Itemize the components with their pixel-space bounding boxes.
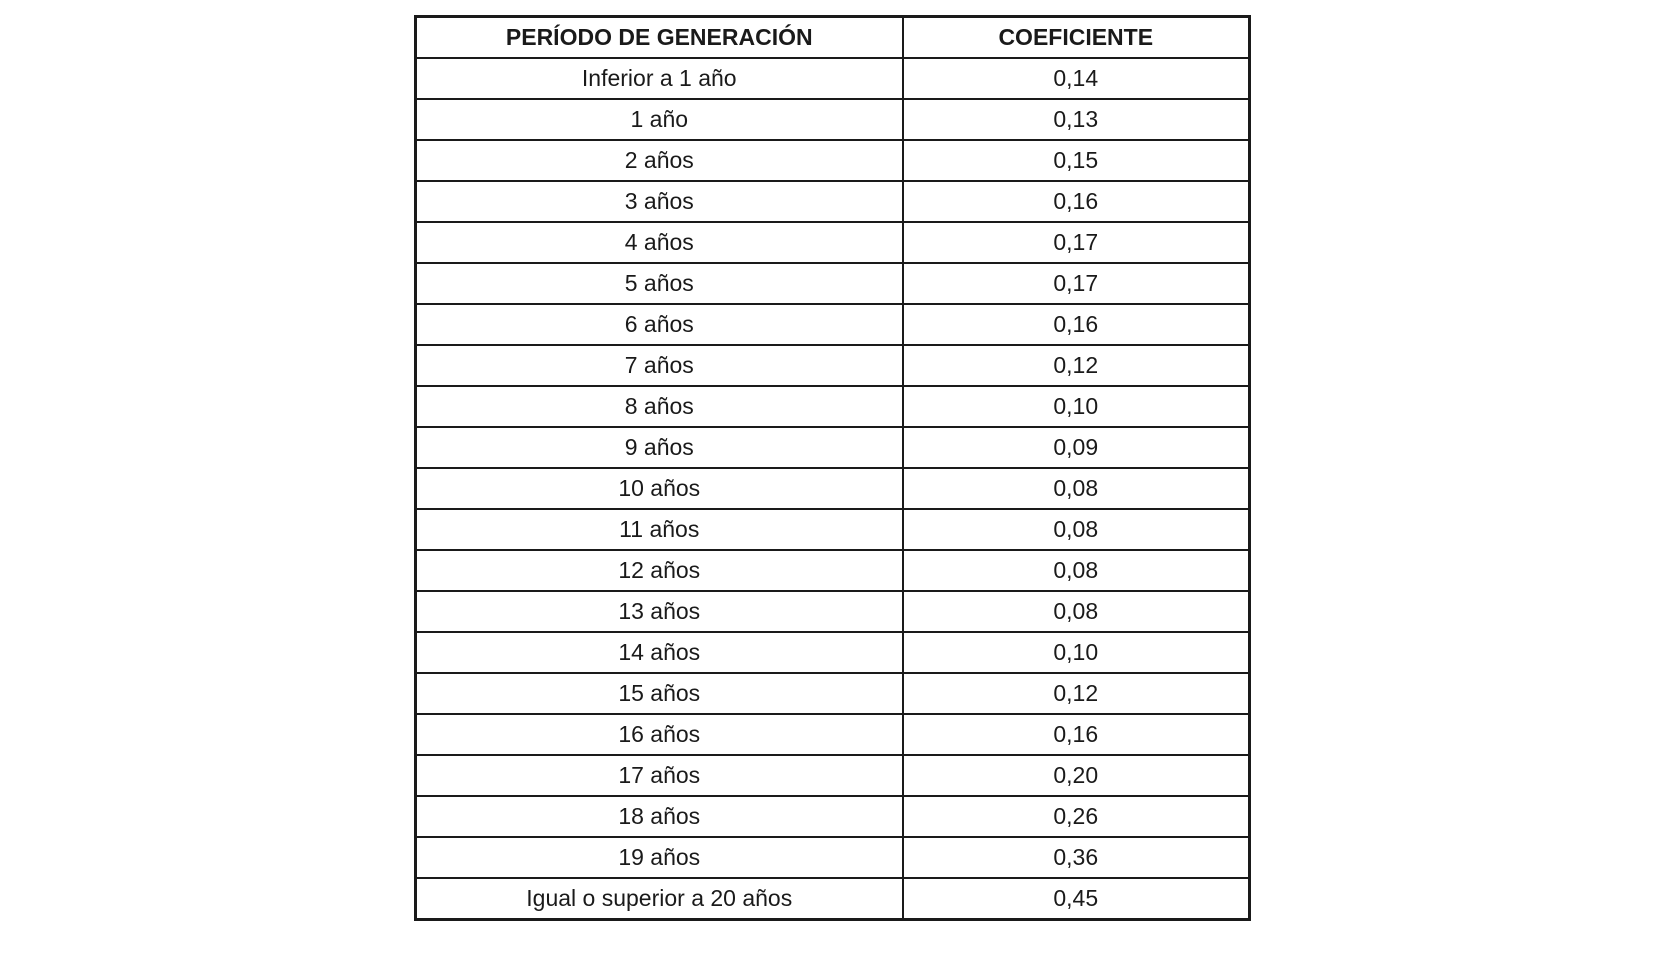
- coefficient-cell: 0,08: [903, 550, 1250, 591]
- coefficient-cell: 0,17: [903, 263, 1250, 304]
- period-cell: 7 años: [416, 345, 903, 386]
- coefficient-cell: 0,13: [903, 99, 1250, 140]
- coefficient-cell: 0,12: [903, 673, 1250, 714]
- period-cell: 14 años: [416, 632, 903, 673]
- coefficient-cell: 0,36: [903, 837, 1250, 878]
- period-cell: 11 años: [416, 509, 903, 550]
- period-cell: 3 años: [416, 181, 903, 222]
- header-row: [416, 17, 1250, 59]
- table-row: [416, 222, 1250, 263]
- table-row: [416, 878, 1250, 920]
- header-coefficient: COEFICIENTE: [903, 17, 1250, 59]
- coefficient-cell: 0,45: [903, 878, 1250, 920]
- table-row: [416, 755, 1250, 796]
- table-row: [416, 181, 1250, 222]
- header-period: PERÍODO DE GENERACIÓN: [416, 17, 903, 59]
- table-row: [416, 632, 1250, 673]
- table-row: [416, 837, 1250, 878]
- coefficient-cell: 0,16: [903, 714, 1250, 755]
- table-row: [416, 714, 1250, 755]
- coefficient-cell: 0,08: [903, 509, 1250, 550]
- coefficient-cell: 0,15: [903, 140, 1250, 181]
- table-header: [416, 17, 1250, 59]
- coefficient-cell: 0,08: [903, 591, 1250, 632]
- table-row: [416, 345, 1250, 386]
- period-cell: 17 años: [416, 755, 903, 796]
- coefficient-cell: 0,14: [903, 58, 1250, 99]
- coefficient-table: [414, 15, 1251, 921]
- coefficient-cell: 0,08: [903, 468, 1250, 509]
- coefficient-cell: 0,10: [903, 386, 1250, 427]
- period-cell: 10 años: [416, 468, 903, 509]
- period-cell: 8 años: [416, 386, 903, 427]
- period-cell: 6 años: [416, 304, 903, 345]
- period-cell: 2 años: [416, 140, 903, 181]
- table-row: [416, 263, 1250, 304]
- coefficient-cell: 0,10: [903, 632, 1250, 673]
- period-cell: 9 años: [416, 427, 903, 468]
- period-cell: 5 años: [416, 263, 903, 304]
- period-cell: 18 años: [416, 796, 903, 837]
- table-row: [416, 673, 1250, 714]
- period-cell: Igual o superior a 20 años: [416, 878, 903, 920]
- coefficient-cell: 0,17: [903, 222, 1250, 263]
- period-cell: 15 años: [416, 673, 903, 714]
- table-row: [416, 304, 1250, 345]
- period-cell: Inferior a 1 año: [416, 58, 903, 99]
- coefficient-cell: 0,12: [903, 345, 1250, 386]
- coefficient-cell: 0,09: [903, 427, 1250, 468]
- period-cell: 19 años: [416, 837, 903, 878]
- period-cell: 1 año: [416, 99, 903, 140]
- period-cell: 13 años: [416, 591, 903, 632]
- table-row: [416, 386, 1250, 427]
- table-row: [416, 468, 1250, 509]
- coefficient-cell: 0,16: [903, 304, 1250, 345]
- table-row: [416, 140, 1250, 181]
- period-cell: 12 años: [416, 550, 903, 591]
- table-row: [416, 509, 1250, 550]
- table-row: [416, 99, 1250, 140]
- table-row: [416, 591, 1250, 632]
- table-body: [416, 58, 1250, 920]
- table-row: [416, 58, 1250, 99]
- table-row: [416, 796, 1250, 837]
- table-row: [416, 427, 1250, 468]
- coefficient-cell: 0,20: [903, 755, 1250, 796]
- table-row: [416, 550, 1250, 591]
- period-cell: 4 años: [416, 222, 903, 263]
- coefficient-cell: 0,16: [903, 181, 1250, 222]
- period-cell: 16 años: [416, 714, 903, 755]
- coefficient-cell: 0,26: [903, 796, 1250, 837]
